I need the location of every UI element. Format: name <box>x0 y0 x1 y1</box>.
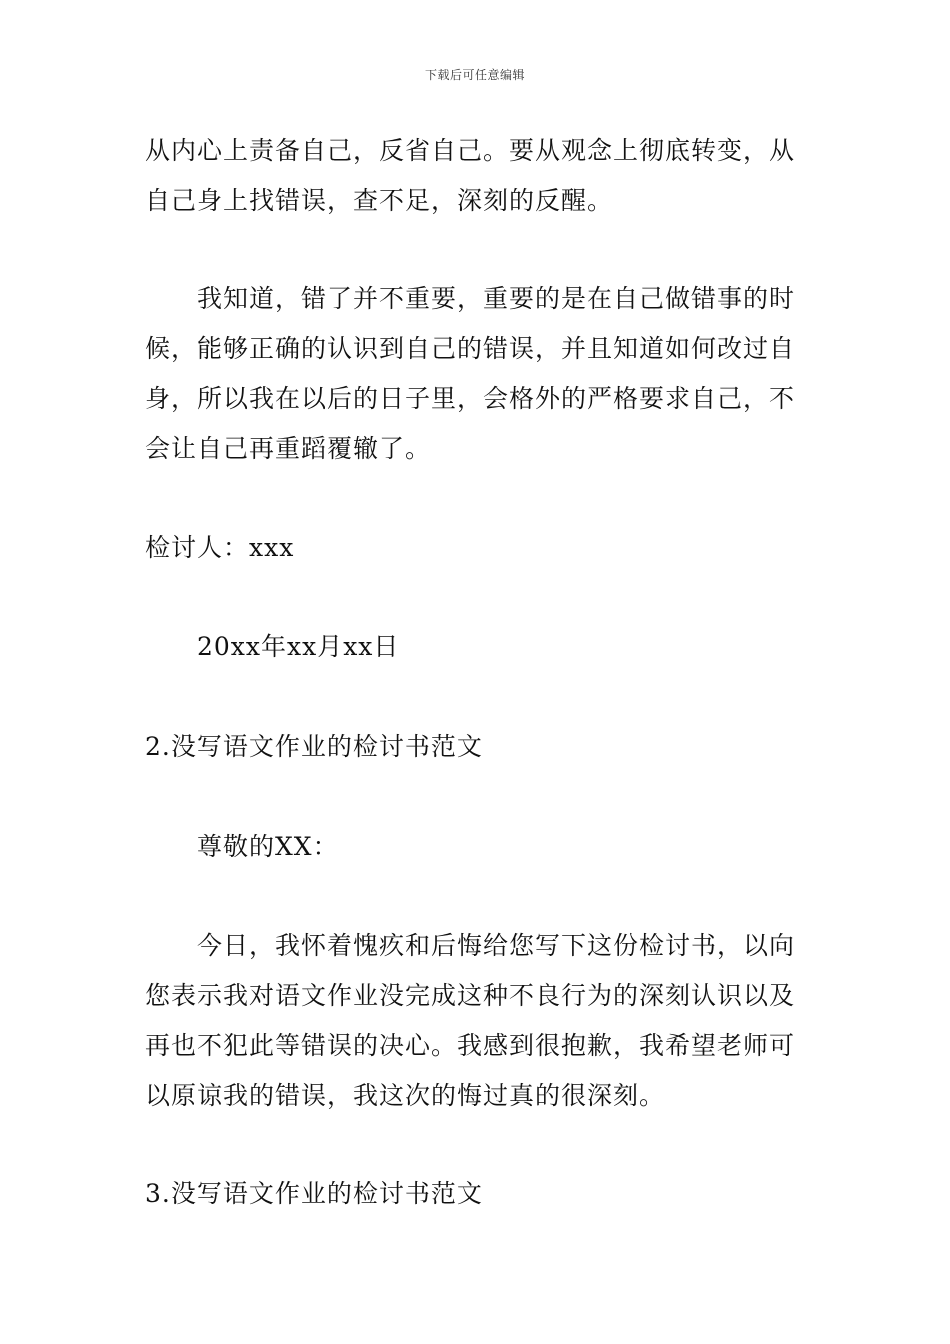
salutation: 尊敬的XX： <box>197 832 339 861</box>
paragraph-apology: 今日，我怀着愧疚和后悔给您写下这份检讨书，以向您表示我对语文作业没完成这种不良行为的深刻认识以及再也不犯此等错误的决心。我感到很抱歉，我希望老师可以原谅我的错误，我这次的悔过真的很深刻。 <box>145 931 796 1110</box>
date-line: 20xx年xx月xx日 <box>197 632 400 661</box>
paragraph-reflection: 从内心上责备自己，反省自己。要从观念上彻底转变，从自己身上找错误，查不足，深刻的反醒。 <box>145 136 796 215</box>
page-header: 下载后可任意编辑 <box>424 68 525 82</box>
section-heading-3: 3.没写语文作业的检讨书范文 <box>145 1179 483 1208</box>
paragraph-commitment: 我知道，错了并不重要，重要的是在自己做错事的时候，能够正确的认识到自己的错误，并且知道如何改过自身，所以我在以后的日子里，会格外的严格要求自己，不会让自己再重蹈覆辙了。 <box>145 284 796 463</box>
section-heading-2: 2.没写语文作业的检讨书范文 <box>145 732 483 761</box>
signer-line: 检讨人：xxx <box>145 533 295 562</box>
